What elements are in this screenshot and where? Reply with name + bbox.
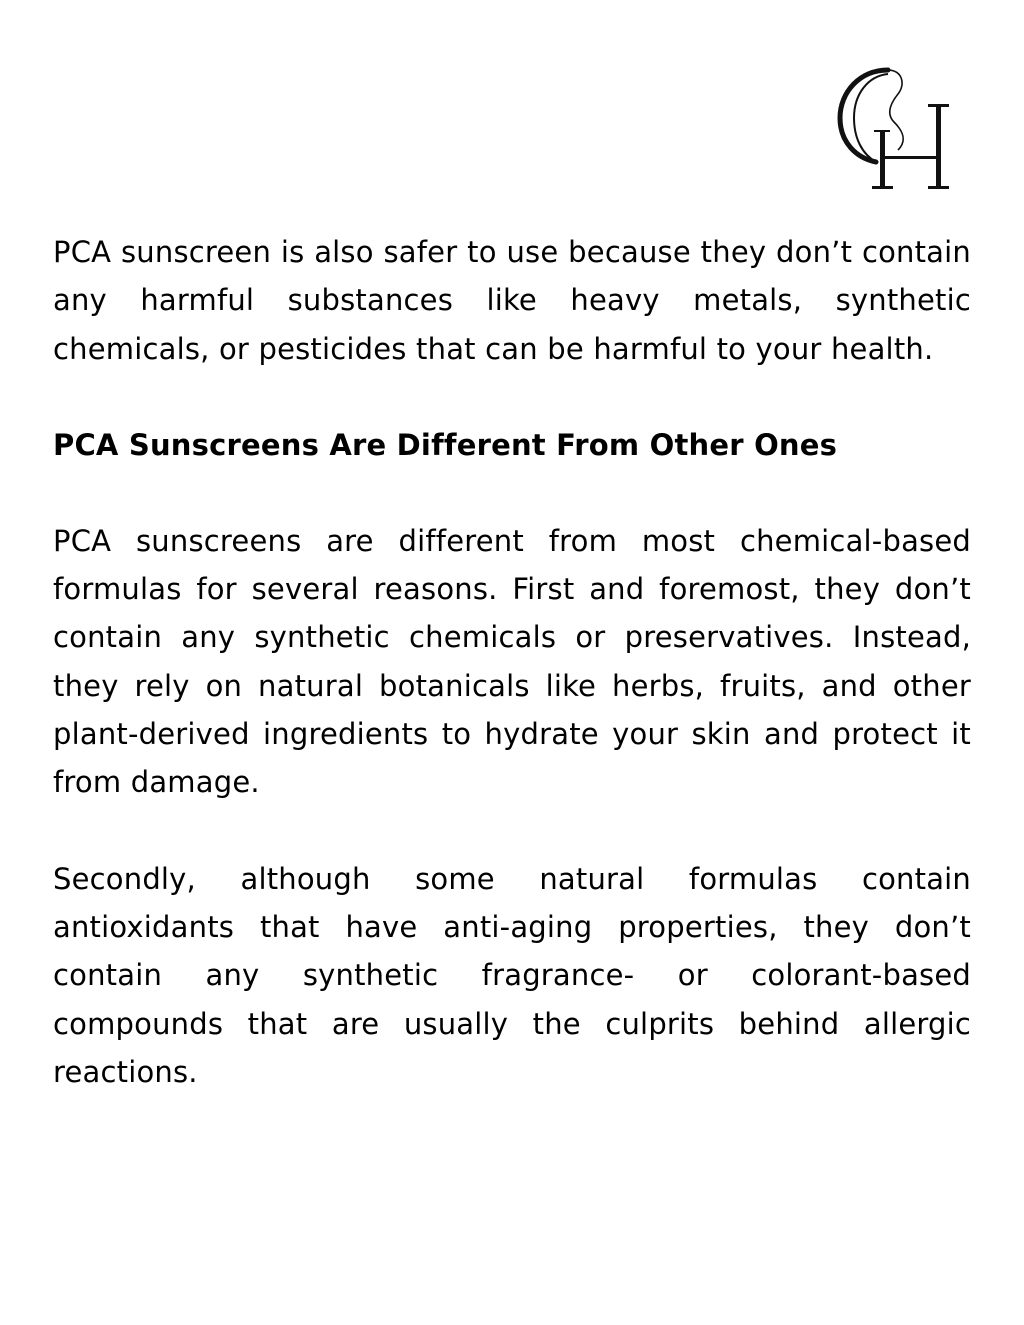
paragraph-differences: PCA sunscreens are different from most chemical-based formulas for several reasons. First and foremost, they don’t contain any synthetic chemicals or preservatives. Instead, they rely on natural botanicals like herbs, fruits, and other plant-derived ingredients to hydrate your skin and protect it from damage. [53, 523, 971, 800]
spacer [53, 469, 971, 517]
oh-monogram-logo-icon [836, 66, 956, 192]
paragraph-safety: PCA sunscreen is also safer to use because they don’t contain any harmful substances like heavy metals, synthetic chemicals, or pesticides that can be harmful to your health. [53, 235, 971, 366]
spacer [53, 373, 971, 421]
spacer [53, 807, 971, 855]
paragraph-secondly: Secondly, although some natural formulas contain antioxidants that have anti-aging properties, they don’t contain any synthetic fragrance- or colorant-based compounds that are usually the culprits behind allergic reactions. [53, 861, 971, 1089]
section-heading: PCA Sunscreens Are Different From Other Ones [53, 427, 838, 462]
article-body [53, 228, 971, 1096]
